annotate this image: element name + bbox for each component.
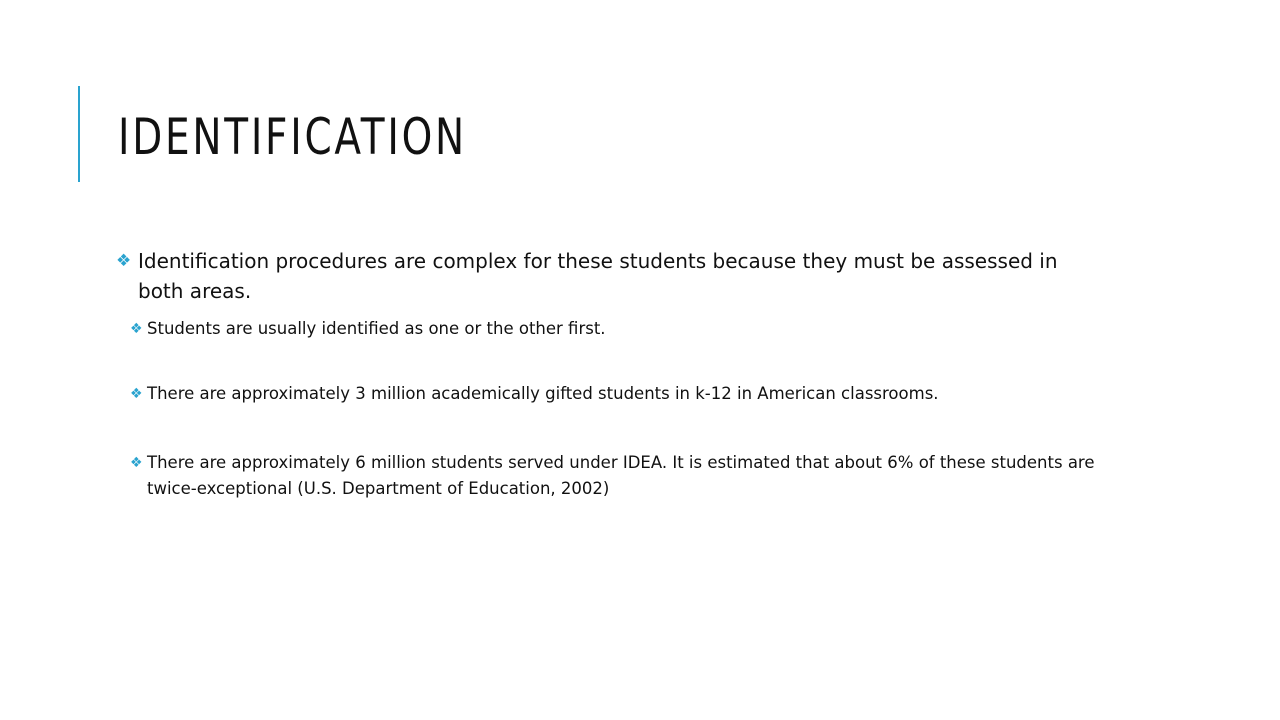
bullet-text: Identification procedures are complex for these students because they must be assessed in both areas. — [138, 249, 1058, 303]
diamond-bullet-icon: ❖ — [130, 321, 143, 337]
bullet-item — [116, 246, 1076, 306]
sub-bullet-item — [130, 381, 1130, 407]
diamond-bullet-icon: ❖ — [130, 386, 143, 402]
diamond-bullet-icon: ❖ — [130, 455, 143, 471]
sub-bullet-text: Students are usually identified as one or the other first. — [147, 319, 606, 338]
sub-bullet-item — [130, 450, 1130, 502]
sub-bullet-item — [130, 316, 1130, 342]
title-accent-rule — [78, 86, 80, 182]
sub-bullet-text: There are approximately 3 million academically gifted students in k-12 in American classrooms. — [147, 384, 939, 403]
slide-title: IDENTIFICATION — [118, 108, 467, 166]
sub-bullet-text: There are approximately 6 million students served under IDEA. It is estimated that about 6% of these students are twice-exceptional (U.S. Department of Education, 2002) — [147, 453, 1095, 498]
diamond-bullet-icon: ❖ — [116, 251, 132, 271]
